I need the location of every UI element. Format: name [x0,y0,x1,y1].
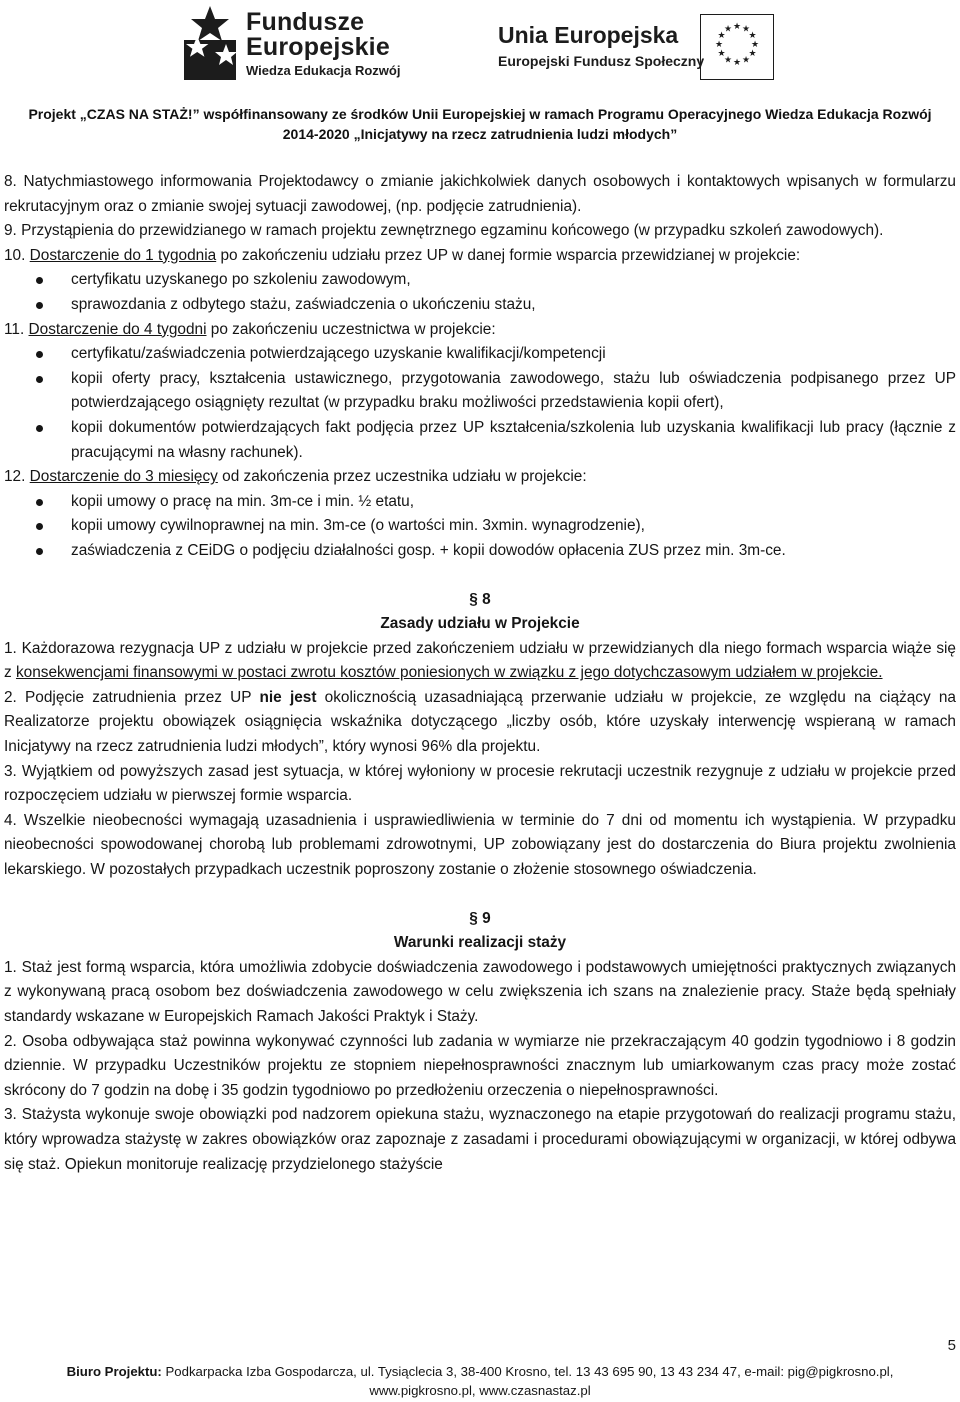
page-footer [0,1362,960,1400]
project-line-1 [0,104,960,124]
svg-text:★: ★ [732,22,742,32]
svg-text:★: ★ [717,31,726,41]
item-10-text: po zakończeniu udziału przez UP w danej formie wsparcia przewidzianej w projekcie: [216,246,801,264]
item-11-list [4,342,956,465]
header-logos [0,0,960,95]
ue-logo-line1: Unia Europejska [498,22,679,48]
item-10-deadline: Dostarczenie do 1 tygodnia [29,246,217,264]
section-9-number: § 9 [469,909,491,927]
svg-text:★: ★ [723,24,733,35]
bullet-icon [36,548,43,555]
list-item-text: certyfikatu/zaświadczenia potwierdzającego uzyskanie kwalifikacji/kompetencji [71,345,606,363]
fe-logo-line3: Wiedza Edukacja Rozwój [246,63,401,78]
section-8-para-2-rest: okolicznością uzasadniającą przerwanie udziału w projekcie, ze względu na ciążący na Realizatorze projektu obowiązek osiągnięcia wskaźnika dotyczącego „liczby osób, które uzyskały interwencję wspieraną w ramach Inicjatywy na rzecz zatrudnienia ludzi młodych”, który wynosi 96% dla projektu. [4,688,956,756]
fe-logo-text [246,10,400,80]
item-12-number: 12. [4,468,30,486]
list-item-text: sprawozdania z odbytego stażu, zaświadczenia o ukończeniu stażu, [71,295,536,313]
item-8: 8. Natychmiastowego informowania Projektodawcy o zmianie jakichkolwiek danych osobowych i kontaktowych wpisanych w formularzu rekrutacyjnym oraz o zmianie swojej sytuacji zawodowej, (np. podjęcie zatrudnienia). [4,173,956,215]
section-9-title: Warunki realizacji staży [393,934,567,952]
item-11-number: 11. [4,320,29,338]
project-cofinancing-line [0,104,960,144]
bullet-icon [36,351,43,358]
eu-flag-icon [700,14,774,80]
item-10-number: 10. [4,246,30,264]
footer-label: Biuro Projektu: [66,1364,162,1379]
section-8-number: § 8 [469,590,491,608]
bullet-icon [36,523,43,530]
unia-europejska-logo [498,14,773,84]
list-item [4,342,956,367]
item-11-text: po zakończeniu uczestnictwa w projekcie: [206,320,496,338]
list-item-text: kopii umowy cywilnoprawnej na min. 3m-ce (o wartości min. 3xmin. wynagrodzenie), [71,517,645,535]
list-item [4,293,956,318]
list-item-text: zaświadczenia z CEiDG o podjęciu działalności gosp. + kopii dowodów opłacenia ZUS przez min. 3m-ce. [71,541,786,559]
svg-text:★: ★ [723,55,733,66]
ue-logo-text [498,22,704,72]
list-item-text: certyfikatu uzyskanego po szkoleniu zawodowym, [71,271,411,289]
section-8-para-2 [4,686,956,760]
section-8-para-2-bold: nie jest [259,688,317,706]
bullet-icon [36,499,43,506]
section-8-para-2-start: 2. Podjęcie zatrudnienia przez UP [4,688,260,706]
list-item [4,539,956,564]
item-9: 9. Przystąpienia do przewidzianego w ramach projektu zewnętrznego egzaminu końcowego (w przypadku szkoleń zawodowych). [4,222,884,240]
bullet-icon [36,277,43,284]
svg-text:★: ★ [748,49,757,59]
section-8-para-1-underlined: konsekwencjami finansowymi w postaci zwrotu kosztów poniesionych w związku z jego dotychczasowym udziałem w projekcie. [15,664,883,682]
svg-text:★: ★ [748,31,757,41]
item-10-list [4,268,956,317]
bullet-icon [36,425,43,432]
item-12-text: od zakończenia przez uczestnika udziału w projekcie: [217,468,587,486]
document-body [4,170,956,1177]
svg-text:★: ★ [741,55,751,66]
list-item-text: kopii umowy o pracę na min. 3m-ce i min. ½ etatu, [71,492,415,510]
fe-logo-line2: Europejskie [246,33,390,61]
list-item [4,367,956,416]
list-item [4,514,956,539]
item-12-deadline: Dostarczenie do 3 miesięcy [29,468,218,486]
footer-line-1 [0,1362,960,1381]
list-item [4,490,956,515]
item-12-list [4,490,956,564]
section-spacer [4,564,956,588]
svg-text:★: ★ [750,40,760,50]
section-8-para-1-text: 1. Każdorazowa rezygnacja UP z udziału w projekcie przed zakończeniem udziału w przewidzianych dla niego formach wsparcia wiąże się z [4,639,956,682]
bullet-icon [36,376,43,383]
fundusze-europejskie-logo [180,6,440,86]
item-11-deadline: Dostarczenie do 4 tygodni [28,320,207,338]
item-12 [4,465,956,490]
list-item-text: kopii oferty pracy, kształcenia ustawicznego, przygotowania zawodowego, stażu lub oświadczenia podpisanego przez UP potwierdzającego osiągnięty rezultat (w przypadku braku możliwości przedstawienia kopii ofert), [71,369,956,412]
list-item [4,268,956,293]
section-9-para-3: 3. Stażysta wykonuje swoje obowiązki pod nadzorem opiekuna stażu, wyznaczonego na etapie przygotowań do realizacji programu stażu, który wprowadza stażystę w zakres obowiązków oraz zapoznaje z zasadami i procedurami obowiązującymi w organizacji, w której odbywa się staż. Opiekun monitoruje realizację przydzielonego stażyście [4,1106,956,1173]
footer-address: Podkarpacka Izba Gospodarcza, ul. Tysiąclecia 3, 38-400 Krosno, tel. 13 43 695 90, 13 43 234 47, e-mail: pig@pigkrosno.pl, [161,1364,894,1379]
svg-text:★: ★ [732,58,742,68]
bullet-icon [36,302,43,309]
ue-logo-line2: Europejski Fundusz Społeczny [498,53,705,69]
list-item [4,416,956,465]
section-9-para-2: 2. Osoba odbywająca staż powinna wykonywać czynności lub zadania w wymiarze nie przekraczającym 40 godzin tygodniowo i 8 godzin dziennie. W przypadku Uczestników projektu ze stopniem niepełnosprawności znacznym lub umiarkowanym czas pracy może zostać skrócony do 7 godzin na dobę i 35 godzin tygodniowo po przedłożeniu orzeczenia o niepełnosprawności. [4,1032,956,1099]
project-name: Projekt „CZAS NA STAŻ!” [28,106,200,122]
section-8-para-1 [4,637,956,686]
footer-line-2: www.pigkrosno.pl, www.czasnastaz.pl [369,1383,591,1398]
project-line-2: 2014-2020 „Inicjatywy na rzecz zatrudnienia ludzi młodych” [282,126,678,142]
page-number: 5 [947,1337,956,1354]
fe-star-flag-icon [180,6,240,82]
project-line-1-rest: współfinansowany ze środków Unii Europejskiej w ramach Programu Operacyjnego Wiedza Edukacja Rozwój [199,106,932,122]
list-item-text: kopii dokumentów potwierdzających fakt podjęcia przez UP kształcenia/szkolenia lub uzyskania kwalifikacji lub pracy (łącznie z pracującymi na własny rachunek). [71,418,956,461]
svg-text:★: ★ [714,40,724,50]
section-spacer [4,883,956,907]
item-11 [4,318,956,343]
section-8-para-3: 3. Wyjątkiem od powyższych zasad jest sytuacja, w której wyłoniony w procesie rekrutacji uczestnik rezygnuje z udziału w projekcie przed rozpoczęciem udziału w pierwszej formie wsparcia. [4,762,956,805]
fe-logo-line1: Fundusze [246,8,365,36]
section-9-para-1: 1. Staż jest formą wsparcia, która umożliwia zdobycie doświadczenia zawodowego i podstawowych umiejętności praktycznych związanych z wykonywaną pracą osobom bez doświadczenia zawodowego w celu zwiększenia ich szans na znalezienie pracy. Staże będą spełniały standardy wskazane w Europejskich Ramach Jakości Praktyk i Staży. [4,958,956,1025]
svg-text:★: ★ [717,49,726,59]
item-10 [4,244,956,269]
section-8-title: Zasady udziału w Projekcie [380,615,580,633]
svg-text:★: ★ [741,24,751,35]
section-8-para-4: 4. Wszelkie nieobecności wymagają uzasadnienia i usprawiedliwienia w terminie do 7 dni od momentu ich wystąpienia. W przypadku nieobecności spowodowanej chorobą lub problemami zdrowotnymi, UP zobowiązany jest do dostarczenia do Biura projektu zwolnienia lekarskiego. W pozostałych przypadkach uczestnik poproszony zostanie o złożenie stosownego oświadczenia. [4,811,956,879]
